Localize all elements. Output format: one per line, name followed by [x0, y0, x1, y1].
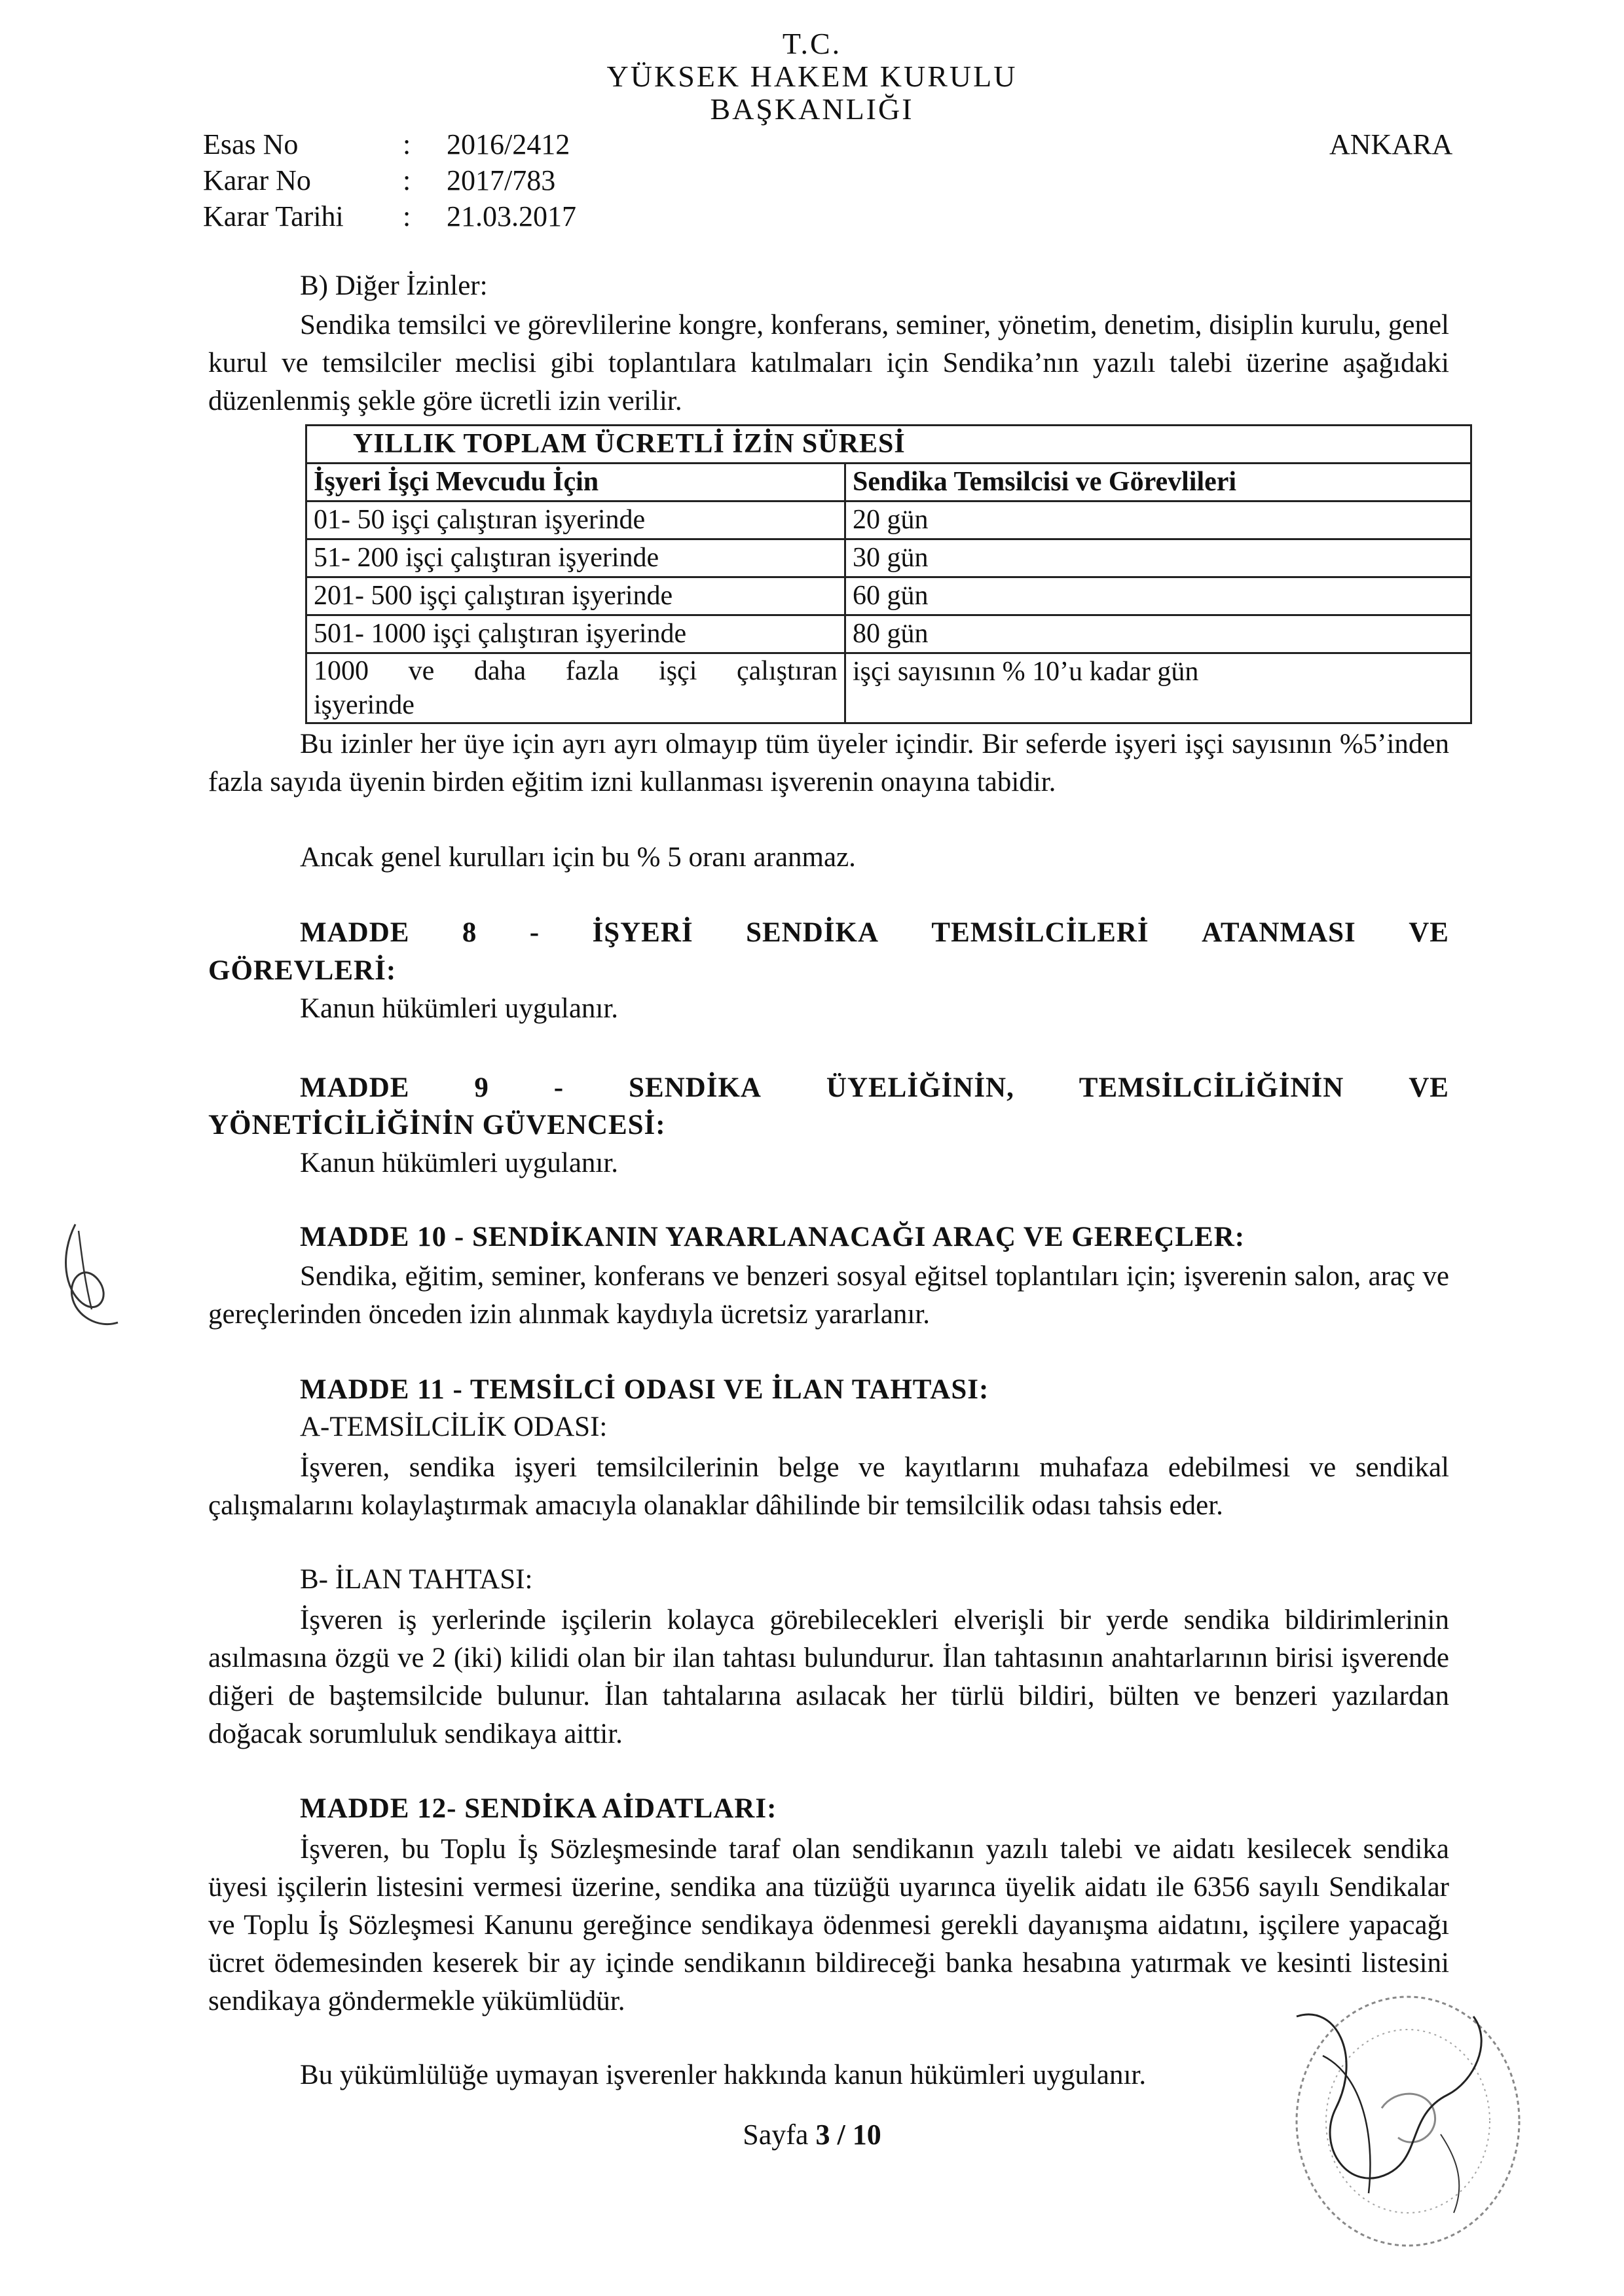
madde10-body: Sendika, eğitim, seminer, konferans ve benzeri sosyal eğitsel toplantıları için; işverenin salon, araç ve gereçlerinden önceden izin alınmak kaydıyla ücretsiz yararlanır.: [208, 1261, 1449, 1330]
header-city: ANKARA: [1329, 128, 1453, 160]
section-b-heading: B) Diğer İzinler:: [300, 270, 488, 301]
madde11-b-body: İşveren iş yerlerinde işçilerin kolayca görebilecekleri elverişli bir yerde sendika bildirimlerinin asılmasına özgü ve 2 (iki) kilidi olan bir ilan tahtası bulundurur. İlan tahtasının anahtarlarının birisi işverende diğeri de baştemsilcide bulunur. İlan tahtalarına asılacak her türlü bildiri, bülten ve benzeri yazılardan doğacak sorumluluk sendikaya aittir.: [208, 1605, 1449, 1749]
madde12-body2: Bu yükümlülüğe uymayan işverenler hakkında kanun hükümleri uygulanır.: [300, 2060, 1147, 2090]
word: SENDİKA: [629, 1072, 762, 1103]
madde11-title: MADDE 11 - TEMSİLCİ ODASI VE İLAN TAHTASI:: [300, 1374, 989, 1405]
page-slash: /: [837, 2119, 845, 2151]
table-row: [306, 539, 1471, 577]
table-row: [306, 577, 1471, 615]
table-row: [306, 653, 1471, 723]
section-b-intro: Sendika temsilci ve görevlilerine kongre, konferans, seminer, yönetim, denetim, disiplin kurulu, genel kurul ve temsilciler meclisi gibi toplantılara katılmaları için Sendika’nın yazılı talebi üzerine aşağıdaki düzenlenmiş şekle göre ücretli izin verilir.: [208, 310, 1449, 416]
word: MADDE: [300, 1072, 410, 1103]
word: 8: [462, 917, 477, 948]
word: 1000: [314, 656, 369, 686]
madde9-title-line2: YÖNETİCİLİĞİNİN GÜVENCESİ:: [208, 1110, 666, 1140]
table-col1-header: İşyeri İşçi Mevcudu İçin: [306, 464, 845, 501]
madde10-title: MADDE 10 - SENDİKANIN YARARLANACAĞI ARAÇ VE GEREÇLER:: [300, 1222, 1246, 1252]
word: fazla: [565, 656, 619, 686]
meta-key: Esas No: [203, 128, 299, 160]
meta-key: Karar No: [203, 164, 311, 196]
meta-value: 21.03.2017: [447, 200, 576, 232]
madde12-title: MADDE 12- SENDİKA AİDATLARI:: [300, 1793, 777, 1824]
header-institution: YÜKSEK HAKEM KURULU: [606, 60, 1018, 93]
handwritten-initials-signature: [46, 1218, 131, 1336]
table-cell-days: 60 gün: [845, 577, 1471, 615]
meta-sep: :: [403, 164, 411, 196]
table-title: YILLIK TOPLAM ÜCRETLİ İZİN SÜRESİ: [306, 426, 1471, 464]
word: VE: [1409, 1072, 1449, 1103]
page-total: 10: [852, 2119, 881, 2151]
meta-value: 2016/2412: [447, 128, 570, 160]
word: 9: [474, 1072, 489, 1103]
meta-sep: :: [403, 128, 411, 160]
header-tc: T.C.: [782, 27, 842, 60]
word: ÜYELİĞİNİN,: [826, 1072, 1014, 1103]
table-cell-workers: 501- 1000 işçi çalıştıran işyerinde: [306, 615, 845, 653]
word: TEMSİLCİLİĞİNİN: [1079, 1072, 1344, 1103]
madde9-body: Kanun hükümleri uygulanır.: [300, 1148, 619, 1178]
word: işçi: [659, 656, 697, 686]
word: VE: [1409, 917, 1449, 948]
word: İŞYERİ: [592, 917, 693, 948]
madde9-title: [300, 1072, 1449, 1104]
table-cell-days: 20 gün: [845, 501, 1471, 539]
meta-key: Karar Tarihi: [203, 200, 344, 232]
official-stamp-icon: [1257, 1977, 1532, 2278]
madde8-title: [300, 917, 1449, 949]
word: MADDE: [300, 917, 410, 948]
page-current: 3: [815, 2119, 830, 2151]
after-table-p2: Ancak genel kurulları için bu % 5 oranı aranmaz.: [300, 842, 856, 873]
table-cell-workers: 51- 200 işçi çalıştıran işyerinde: [306, 539, 845, 577]
meta-sep: :: [403, 200, 411, 232]
table-cell-days: işçi sayısının % 10’u kadar gün: [845, 653, 1471, 723]
word: SENDİKA: [746, 917, 879, 948]
table-col2-header: Sendika Temsilcisi ve Görevlileri: [845, 464, 1471, 501]
madde11-b-heading: B- İLAN TAHTASI:: [300, 1564, 533, 1595]
word: -: [553, 1072, 564, 1103]
header-presidency: BAŞKANLIĞI: [710, 92, 914, 126]
table-cell-workers: [306, 653, 845, 723]
word: işyerinde: [314, 690, 415, 720]
table-cell-workers: 201- 500 işçi çalıştıran işyerinde: [306, 577, 845, 615]
table-row: [306, 615, 1471, 653]
table-cell-days: 30 gün: [845, 539, 1471, 577]
table-row: [306, 501, 1471, 539]
word: çalıştıran: [737, 656, 838, 686]
madde8-body: Kanun hükümleri uygulanır.: [300, 993, 619, 1024]
after-table-p1: Bu izinler her üye için ayrı ayrı olmayıp tüm üyeler içindir. Bir seferde işyeri işçi sayısının %5’inden fazla sayıda üyenin birden eğitim izni kullanması işverenin onayına tabidir.: [208, 729, 1449, 797]
table-cell-workers: 01- 50 işçi çalıştıran işyerinde: [306, 501, 845, 539]
madde8-title-line2: GÖREVLERİ:: [208, 955, 397, 986]
page-prefix: Sayfa: [743, 2119, 809, 2151]
leave-table: [305, 424, 1472, 724]
madde12-body: İşveren, bu Toplu İş Sözleşmesinde taraf olan sendikanın yazılı talebi ve aidatı kesilecek sendika üyesi işçilerin listesini vermesi üzerine, sendika ana tüzüğü uyarınca üyelik aidatı ile 6356 sayılı Sendikalar ve Toplu İş Sözleşmesi Kanunu gereğince sendikaya ödenmesi gerekli dayanışma aidatını, işçilere yapacağı ücret ödemesinden keserek bir ay içinde sendikanın bildireceği banka hesabına yatırmak ve kesinti listesini sendikaya göndermekle yükümlüdür.: [208, 1834, 1449, 2016]
word: ve: [408, 656, 435, 686]
word: ATANMASI: [1202, 917, 1356, 948]
meta-value: 2017/783: [447, 164, 556, 196]
madde11-a-body: İşveren, sendika işyeri temsilcilerinin belge ve kayıtlarını muhafaza edebilmesi ve sendikal çalışmalarını kolaylaştırmak amacıyla olanaklar dâhilinde bir temsilcilik odası tahsis eder.: [208, 1452, 1449, 1521]
madde11-a-heading: A-TEMSİLCİLİK ODASI:: [300, 1412, 608, 1442]
word: daha: [473, 656, 526, 686]
word: TEMSİLCİLERİ: [931, 917, 1149, 948]
word: -: [529, 917, 540, 948]
table-cell-days: 80 gün: [845, 615, 1471, 653]
